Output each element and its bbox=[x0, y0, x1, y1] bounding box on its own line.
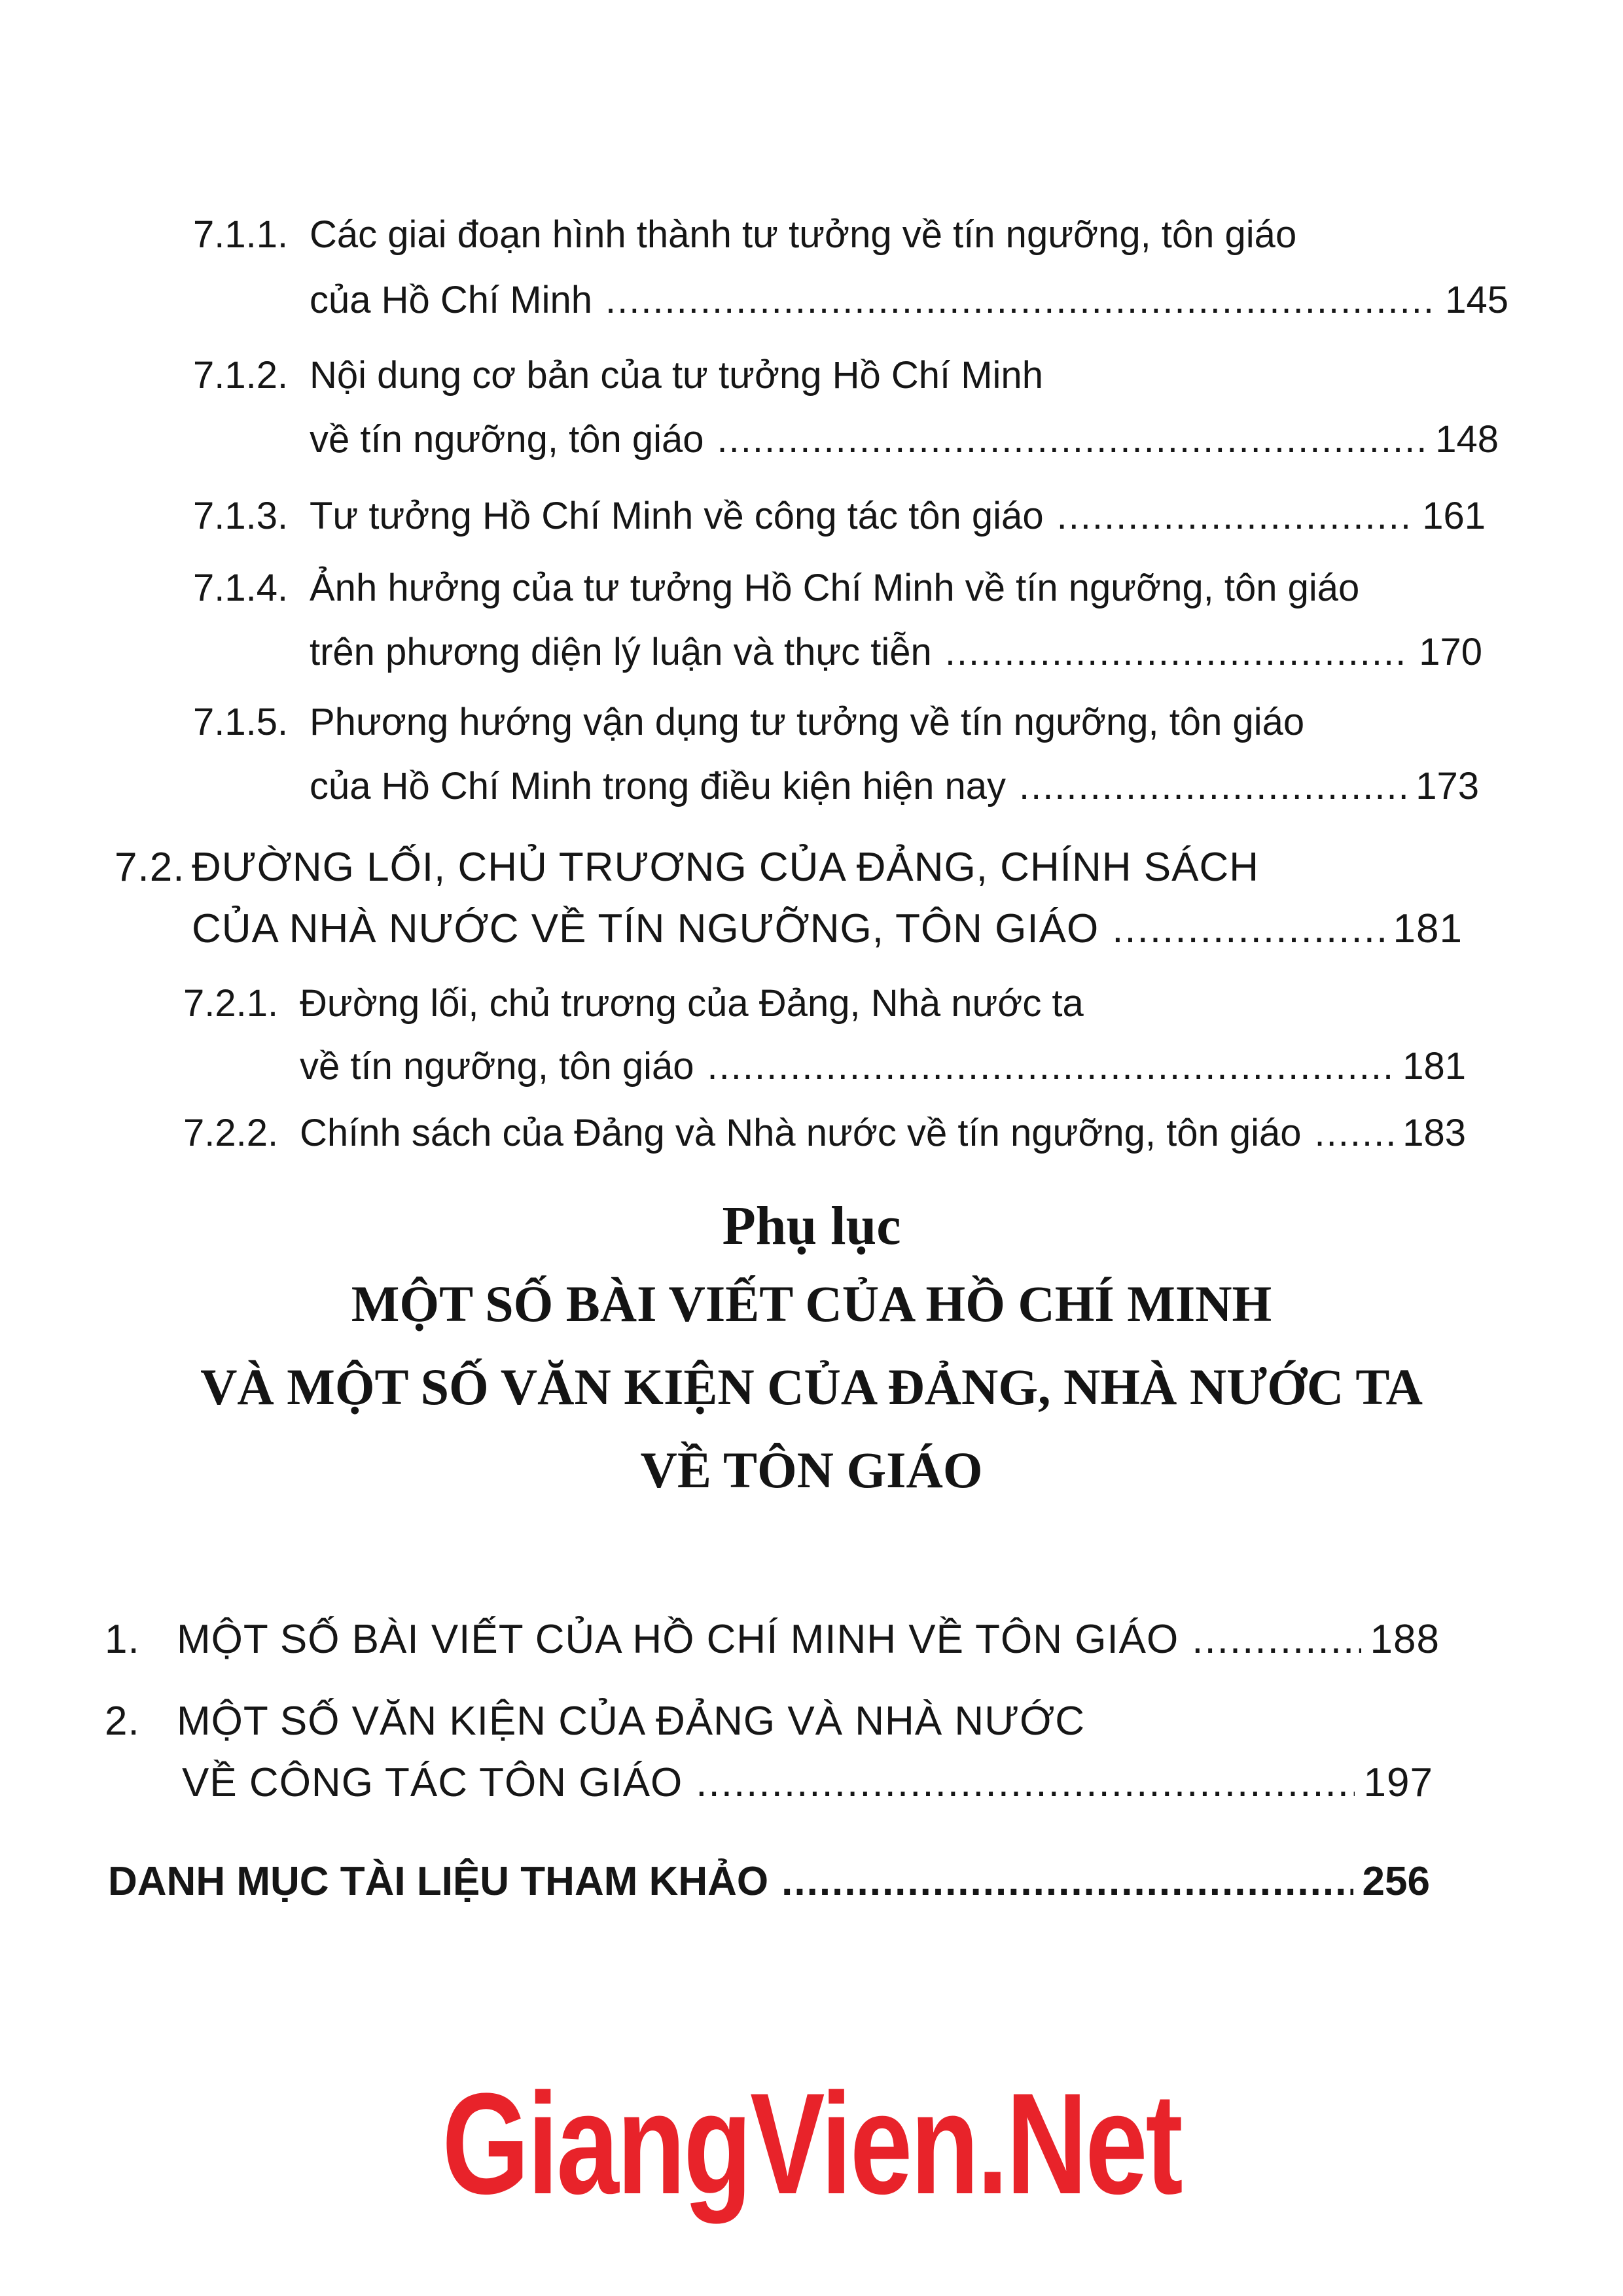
toc-page-number: 173 bbox=[1416, 765, 1479, 807]
toc-page-number: 145 bbox=[1445, 279, 1508, 321]
toc-title-line1: MỘT SỐ VĂN KIỆN CỦA ĐẢNG VÀ NHÀ NƯỚC bbox=[177, 1699, 1086, 1744]
toc-section-7-2[interactable] bbox=[115, 847, 1463, 949]
toc-entry-7-1-1[interactable] bbox=[193, 213, 1508, 321]
toc-entry-7-1-2[interactable] bbox=[193, 354, 1499, 461]
toc-leader-dots bbox=[1315, 1114, 1394, 1152]
appendix-title: Phụ lục bbox=[722, 1195, 901, 1256]
toc-leader-dots bbox=[717, 421, 1427, 459]
toc-title-line1: MỘT SỐ BÀI VIẾT CỦA HỒ CHÍ MINH VỀ TÔN GIÁO bbox=[177, 1617, 1179, 1662]
toc-title-line2: của Hồ Chí Minh trong điều kiện hiện nay bbox=[310, 765, 1006, 807]
toc-entry-7-2-1[interactable] bbox=[183, 982, 1466, 1087]
toc-title-line2: của Hồ Chí Minh bbox=[310, 279, 592, 321]
references-entry[interactable] bbox=[108, 1859, 1430, 1904]
appendix-subtitle-line1: MỘT SỐ BÀI VIẾT CỦA HỒ CHÍ MINH bbox=[351, 1275, 1272, 1332]
toc-entry-7-1-3[interactable] bbox=[193, 497, 1486, 535]
toc-title-line1: Đường lối, chủ trương của Đảng, Nhà nước ta bbox=[300, 982, 1084, 1025]
toc-leader-dots bbox=[696, 1763, 1354, 1803]
toc-number: 7.2. bbox=[115, 845, 185, 890]
toc-entry-7-1-4[interactable] bbox=[193, 569, 1482, 671]
toc-title-line1: Nội dung cơ bản của tư tưởng Hồ Chí Minh bbox=[310, 354, 1043, 397]
toc-page-number: 197 bbox=[1363, 1760, 1433, 1805]
toc-leader-dots bbox=[1057, 497, 1414, 535]
toc-title-line2: VỀ CÔNG TÁC TÔN GIÁO bbox=[182, 1760, 683, 1805]
watermark-logo: GiangVien.Net bbox=[442, 2063, 1181, 2224]
toc-number: 2. bbox=[105, 1699, 140, 1744]
toc-leader-dots bbox=[1112, 909, 1383, 949]
toc-leader-dots bbox=[1019, 768, 1406, 805]
toc-number: 7.1.3. bbox=[193, 495, 289, 537]
appendix-subtitle-line2: VÀ MỘT SỐ VĂN KIỆN CỦA ĐẢNG, NHÀ NƯỚC TA bbox=[200, 1358, 1423, 1415]
toc-page-number: 181 bbox=[1393, 906, 1463, 951]
toc-number: 7.2.2. bbox=[183, 1112, 279, 1154]
toc-leader-dots bbox=[605, 281, 1436, 319]
toc-page-number: 148 bbox=[1435, 418, 1499, 461]
toc-number: 7.1.1. bbox=[193, 213, 289, 256]
toc-number: 7.1.4. bbox=[193, 567, 289, 609]
toc-leader-dots bbox=[707, 1048, 1394, 1086]
toc-page-number: 188 bbox=[1370, 1617, 1440, 1662]
references-label: DANH MỤC TÀI LIỆU THAM KHẢO bbox=[108, 1859, 769, 1904]
toc-leader-dots bbox=[945, 633, 1410, 671]
toc-title-line1: Ảnh hưởng của tư tưởng Hồ Chí Minh về tín ngưỡng, tôn giáo bbox=[310, 567, 1360, 609]
toc-title-line2: về tín ngưỡng, tôn giáo bbox=[300, 1045, 694, 1087]
toc-title-line1: Phương hướng vận dụng tư tưởng về tín ngưỡng, tôn giáo bbox=[310, 701, 1305, 743]
toc-title-line1: Tư tưởng Hồ Chí Minh về công tác tôn giáo bbox=[310, 495, 1044, 537]
toc-title-line1: Các giai đoạn hình thành tư tưởng về tín ngưỡng, tôn giáo bbox=[310, 213, 1297, 256]
toc-title-line2: về tín ngưỡng, tôn giáo bbox=[310, 418, 704, 461]
toc-leader-dots bbox=[781, 1862, 1353, 1902]
toc-page-number: 183 bbox=[1402, 1112, 1466, 1154]
toc-title-line1: Chính sách của Đảng và Nhà nước về tín ngưỡng, tôn giáo bbox=[300, 1112, 1302, 1154]
toc-title-line2: CỦA NHÀ NƯỚC VỀ TÍN NGƯỠNG, TÔN GIÁO bbox=[192, 906, 1099, 951]
toc-number: 7.2.1. bbox=[183, 982, 279, 1025]
toc-page-number: 170 bbox=[1419, 631, 1482, 673]
toc-entry-7-1-5[interactable] bbox=[193, 703, 1479, 805]
toc-number: 7.1.5. bbox=[193, 701, 289, 743]
toc-number: 1. bbox=[105, 1617, 140, 1662]
toc-title-line1: ĐƯỜNG LỐI, CHỦ TRƯƠNG CỦA ĐẢNG, CHÍNH SÁCH bbox=[192, 845, 1259, 890]
toc-title-line2: trên phương diện lý luận và thực tiễn bbox=[310, 631, 932, 673]
toc-entry-7-2-2[interactable] bbox=[183, 1114, 1466, 1152]
toc-number: 7.1.2. bbox=[193, 354, 289, 397]
appendix-subtitle-line3: VỀ TÔN GIÁO bbox=[640, 1441, 983, 1498]
toc-page-number: 181 bbox=[1402, 1045, 1466, 1087]
appendix-item-2[interactable] bbox=[105, 1701, 1433, 1803]
toc-leader-dots bbox=[1192, 1619, 1361, 1660]
appendix-item-1[interactable] bbox=[105, 1619, 1440, 1660]
toc-page-number: 256 bbox=[1362, 1859, 1430, 1904]
toc-page-number: 161 bbox=[1422, 495, 1486, 537]
